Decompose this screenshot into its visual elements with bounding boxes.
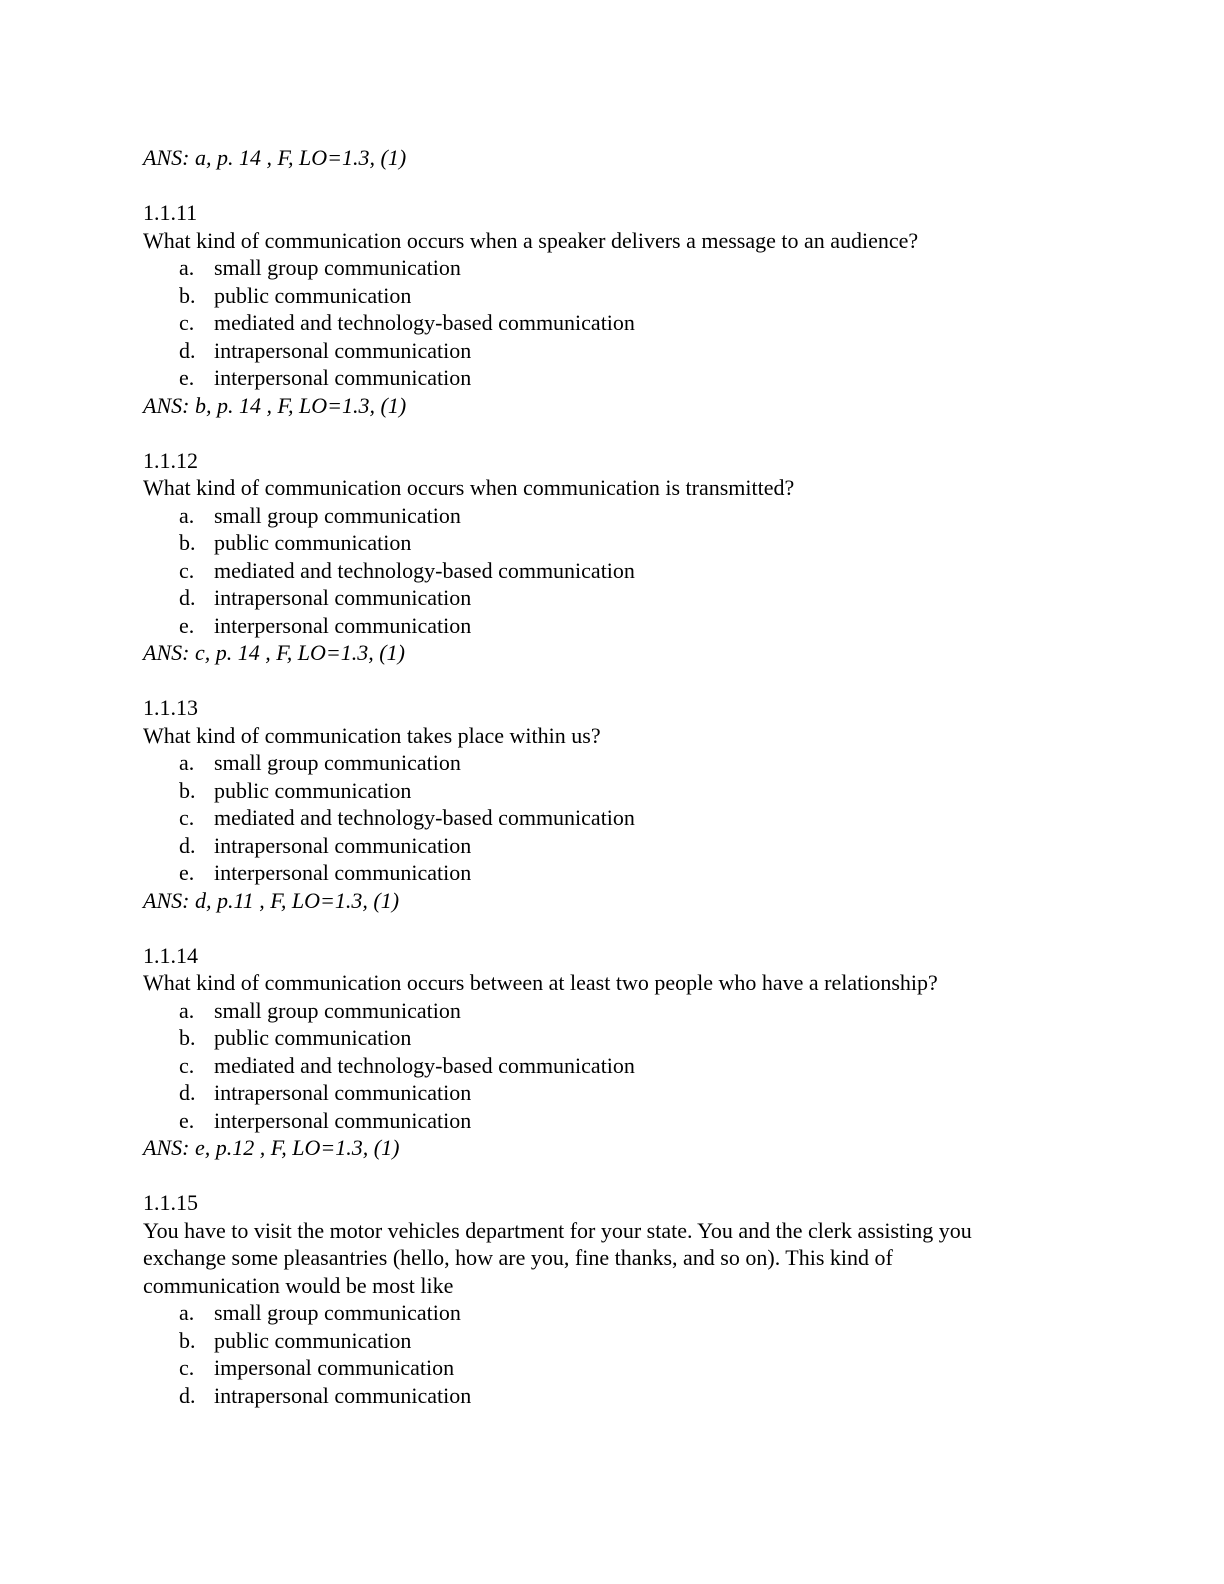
question-number: 1.1.15: [143, 1190, 198, 1215]
question-number: 1.1.11: [143, 200, 198, 225]
option-letter: a.: [179, 502, 195, 528]
question-block: [143, 199, 1083, 419]
option-text: small group communication: [214, 1300, 461, 1325]
option-text: small group communication: [214, 255, 461, 280]
option-text: interpersonal communication: [214, 860, 472, 885]
spacer: [143, 1162, 1083, 1190]
option-item: [143, 502, 1083, 530]
option-item: [143, 777, 1083, 805]
option-text: intrapersonal communication: [214, 832, 472, 858]
option-item: [143, 997, 1083, 1025]
option-text: mediated and technology-based communication: [214, 805, 635, 830]
option-text: mediated and technology-based communication: [214, 310, 635, 335]
option-item: [143, 557, 1083, 585]
option-item: [143, 529, 1083, 557]
option-letter: c.: [179, 1052, 195, 1078]
question-text-line: communication would be most like: [143, 1272, 454, 1298]
question-block: [143, 1189, 1083, 1409]
answer-key: ANS: e, p.12 , F, LO=1.3, (1): [143, 1135, 400, 1160]
option-text: public communication: [214, 530, 412, 555]
option-letter: a.: [179, 1300, 195, 1325]
option-text: mediated and technology-based communication: [214, 557, 635, 583]
answer-key-top: ANS: a, p. 14 , F, LO=1.3, (1): [143, 145, 407, 170]
option-item: [143, 1052, 1083, 1080]
answer-key: ANS: b, p. 14 , F, LO=1.3, (1): [143, 392, 407, 418]
question-text: What kind of communication takes place within us?: [143, 722, 601, 748]
option-letter: e.: [179, 860, 195, 885]
option-text: public communication: [214, 282, 412, 308]
option-text: intrapersonal communication: [214, 1382, 472, 1408]
option-text: interpersonal communication: [214, 365, 472, 390]
option-item: [143, 337, 1083, 365]
option-item: [143, 749, 1083, 777]
option-item: [143, 1107, 1083, 1135]
option-item: [143, 1299, 1083, 1327]
option-item: [143, 254, 1083, 282]
option-item: [143, 1079, 1083, 1107]
option-letter: e.: [179, 612, 195, 638]
option-letter: a.: [179, 255, 195, 280]
option-text: public communication: [214, 777, 412, 803]
option-text: intrapersonal communication: [214, 585, 472, 610]
option-letter: a.: [179, 750, 195, 775]
spacer: [143, 914, 1083, 942]
question-text-line: You have to visit the motor vehicles department for your state. You and the clerk assisting you: [143, 1217, 972, 1243]
option-letter: d.: [179, 1382, 196, 1408]
question-text: What kind of communication occurs between at least two people who have a relationship?: [143, 970, 938, 995]
option-text: public communication: [214, 1327, 412, 1353]
question-number: 1.1.13: [143, 695, 198, 720]
option-letter: c.: [179, 805, 195, 830]
option-item: [143, 364, 1083, 392]
option-text: public communication: [214, 1025, 412, 1050]
option-text: intrapersonal communication: [214, 1080, 472, 1105]
option-text: small group communication: [214, 997, 461, 1023]
option-item: [143, 282, 1083, 310]
option-letter: d.: [179, 585, 196, 610]
option-letter: b.: [179, 530, 196, 555]
question-block: [143, 447, 1083, 667]
option-text: interpersonal communication: [214, 1107, 472, 1133]
option-letter: e.: [179, 365, 195, 390]
option-item: [143, 804, 1083, 832]
option-item: [143, 1024, 1083, 1052]
option-item: [143, 309, 1083, 337]
question-text-line: exchange some pleasantries (hello, how are you, fine thanks, and so on). This kind of: [143, 1245, 893, 1270]
option-list: [143, 502, 1083, 640]
option-item: [143, 584, 1083, 612]
option-letter: c.: [179, 557, 195, 583]
spacer: [143, 172, 1083, 200]
option-item: [143, 832, 1083, 860]
option-list: [143, 254, 1083, 392]
answer-key: ANS: c, p. 14 , F, LO=1.3, (1): [143, 640, 405, 665]
option-list: [143, 749, 1083, 887]
option-letter: a.: [179, 997, 195, 1023]
option-item: [143, 859, 1083, 887]
option-item: [143, 1327, 1083, 1355]
question-number: 1.1.14: [143, 942, 198, 968]
question-block: [143, 942, 1083, 1162]
option-letter: d.: [179, 832, 196, 858]
option-list: [143, 997, 1083, 1135]
question-block: [143, 694, 1083, 914]
option-letter: b.: [179, 1025, 196, 1050]
option-text: interpersonal communication: [214, 612, 472, 638]
option-item: [143, 1382, 1083, 1410]
answer-key: ANS: d, p.11 , F, LO=1.3, (1): [143, 887, 400, 913]
question-number: 1.1.12: [143, 447, 198, 473]
option-item: [143, 1354, 1083, 1382]
option-letter: b.: [179, 1327, 196, 1353]
option-letter: d.: [179, 337, 196, 363]
option-text: mediated and technology-based communication: [214, 1052, 635, 1078]
option-list: [143, 1299, 1083, 1409]
option-letter: b.: [179, 777, 196, 803]
question-text: What kind of communication occurs when communication is transmitted?: [143, 475, 795, 500]
option-letter: c.: [179, 1355, 195, 1380]
option-text: small group communication: [214, 502, 461, 528]
option-letter: d.: [179, 1080, 196, 1105]
spacer: [143, 667, 1083, 695]
question-text: What kind of communication occurs when a speaker delivers a message to an audience?: [143, 227, 919, 253]
option-text: intrapersonal communication: [214, 337, 472, 363]
option-letter: e.: [179, 1107, 195, 1133]
option-text: small group communication: [214, 750, 461, 775]
option-letter: b.: [179, 282, 196, 308]
option-text: impersonal communication: [214, 1355, 455, 1380]
option-letter: c.: [179, 310, 195, 335]
spacer: [143, 419, 1083, 447]
option-item: [143, 612, 1083, 640]
document-page: [143, 144, 1083, 1409]
